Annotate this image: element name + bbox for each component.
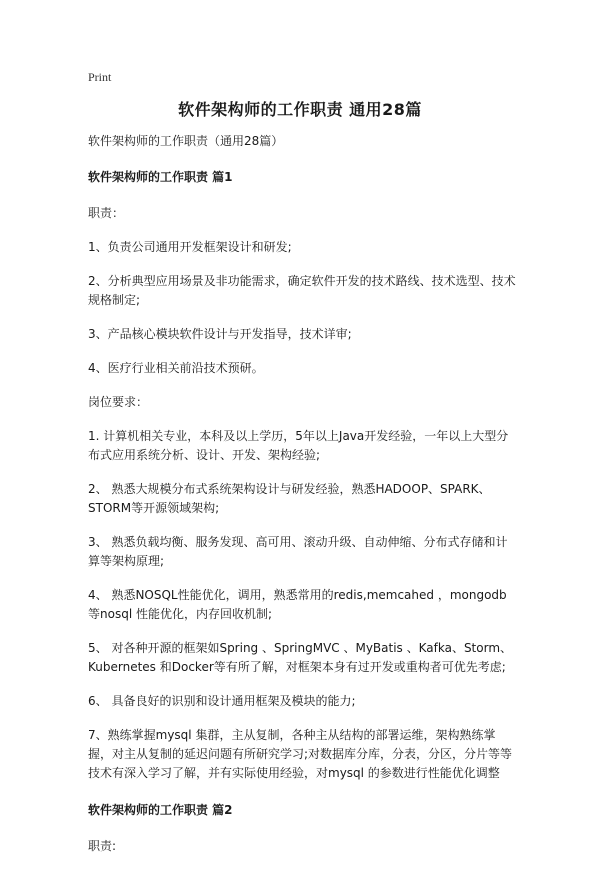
section-heading-2: 软件架构师的工作职责 篇2 <box>88 803 233 817</box>
requirement-item: 6、 具备良好的识别和设计通用框架及模块的能力; <box>88 694 356 708</box>
requirement-item: 3、 熟悉负载均衡、服务发现、高可用、滚动升级、自动伸缩、分布式存储和计算等架构原理; <box>88 535 508 568</box>
page-title: 软件架构师的工作职责 通用28篇 <box>178 100 422 119</box>
requirements-label: 岗位要求： <box>88 395 149 409</box>
requirement-item: 4、 熟悉NOSQL性能优化，调用，熟悉常用的redis,memcahed ，mongodb 等nosql 性能优化，内存回收机制; <box>88 588 507 621</box>
duties-label: 职责： <box>88 206 125 220</box>
duty-item: 2、分析典型应用场景及非功能需求，确定软件开发的技术路线、技术选型、技术规格制定; <box>88 274 516 307</box>
document-body <box>88 132 518 871</box>
duty-item: 3、产品核心模块软件设计与开发指导，技术详审; <box>88 327 352 341</box>
requirement-item: 7、熟练掌握mysql 集群，主从复制，各种主从结构的部署运维，架构熟练掌握，对主从复制的延迟问题有所研究学习;对数据库分库，分表，分区，分片等等技术有深入学习了解，并有实际使用经验，对mysql 的参数进行性能优化调整 <box>88 728 513 780</box>
document-subtitle: 软件架构师的工作职责（通用28篇） <box>88 134 284 148</box>
print-label[interactable]: Print <box>88 70 112 84</box>
section-heading-1: 软件架构师的工作职责 篇1 <box>88 170 233 184</box>
duty-item: 1、负责公司通用开发框架设计和研发; <box>88 240 292 254</box>
duties-label: 职责: <box>88 839 117 853</box>
requirement-item: 2、 熟悉大规模分布式系统架构设计与研发经验，熟悉HADOOP、SPARK、STORM等开源领域架构; <box>88 482 491 515</box>
requirement-item: 5、 对各种开源的框架如Spring 、SpringMVC 、MyBatis 、Kafka、Storm、Kubernetes 和Docker等有所了解，对框架本身有过开发或重构者可优先考虑; <box>88 641 513 674</box>
requirement-item: 1. 计算机相关专业，本科及以上学历，5年以上Java开发经验，一年以上大型分布式应用系统分析、设计、开发、架构经验; <box>88 429 509 462</box>
duty-item: 4、医疗行业相关前沿技术预研。 <box>88 361 264 375</box>
